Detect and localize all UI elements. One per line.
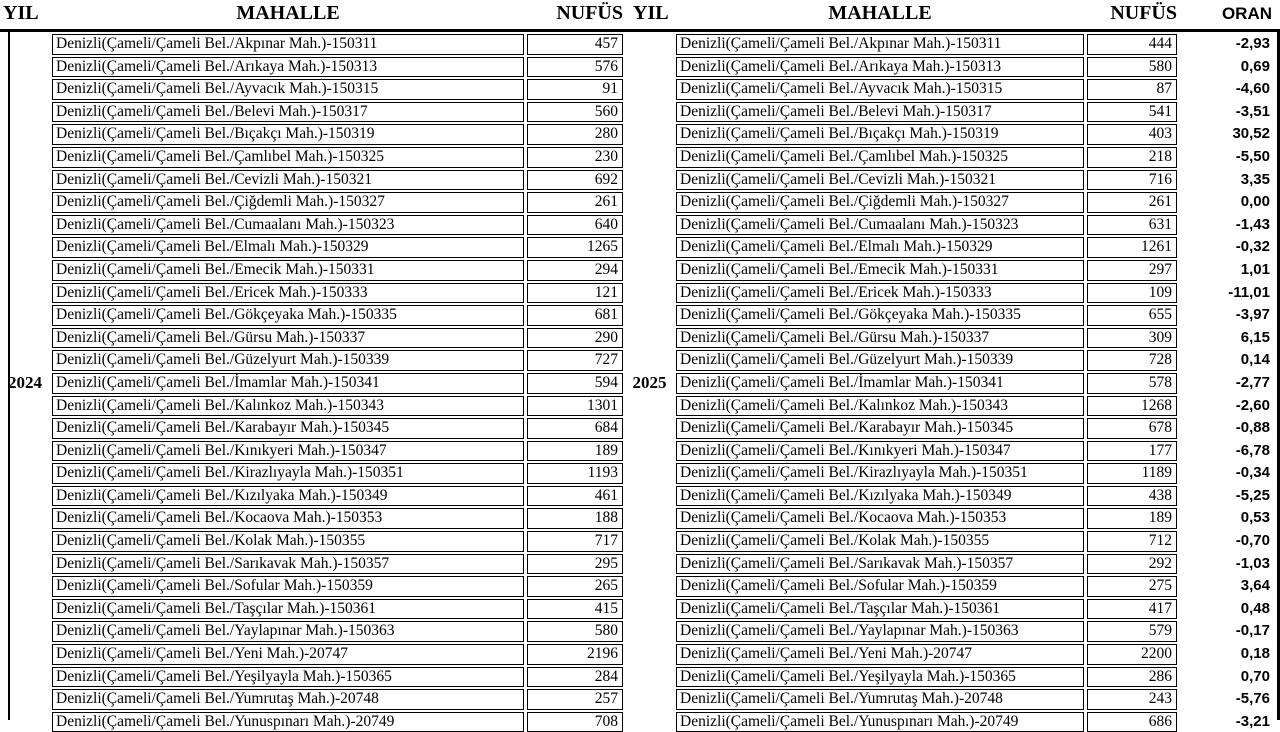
table-row: [0, 508, 1280, 529]
yil-2024-label: [0, 441, 50, 462]
table-row: [0, 57, 1280, 78]
mahalle-cell-2024[interactable]: Denizli(Çameli/Çameli Bel./Kızılyaka Mah.)-150349: [52, 486, 524, 507]
nufus-cell-2025[interactable]: 1268: [1087, 396, 1177, 417]
mahalle-cell-2024[interactable]: Denizli(Çameli/Çameli Bel./Kınıkyeri Mah.)-150347: [52, 441, 524, 462]
nufus-cell-2024[interactable]: 257: [527, 689, 623, 710]
yil-2025-label: [623, 328, 676, 349]
mahalle-cell-2024[interactable]: Denizli(Çameli/Çameli Bel./Güzelyurt Mah.)-150339: [52, 350, 524, 371]
nufus-cell-2025[interactable]: 444: [1087, 34, 1177, 55]
nufus-cell-2024[interactable]: 189: [527, 441, 623, 462]
nufus-cell-2025[interactable]: 712: [1087, 531, 1177, 552]
mahalle-cell-2024[interactable]: Denizli(Çameli/Çameli Bel./Bıçakçı Mah.)-150319: [52, 124, 524, 145]
yil-2025-label: 2025: [632, 372, 667, 392]
yil-2025-label: [623, 508, 676, 529]
nufus-cell-2025[interactable]: 631: [1087, 215, 1177, 236]
mahalle-cell-2024[interactable]: Denizli(Çameli/Çameli Bel./Ayvacık Mah.)-150315: [52, 79, 524, 100]
nufus-cell-2025[interactable]: 580: [1087, 57, 1177, 78]
nufus-cell-2024[interactable]: 708: [527, 712, 623, 732]
header-mahalle-left: MAHALLE: [236, 2, 340, 24]
nufus-cell-2025[interactable]: 728: [1087, 350, 1177, 371]
yil-2024-label: [0, 463, 50, 484]
yil-2025-label: [623, 712, 676, 732]
yil-2025-label: [623, 170, 676, 191]
oran-cell[interactable]: -0,88: [1235, 419, 1270, 437]
table-row: [0, 305, 1280, 326]
mahalle-cell-2024[interactable]: Denizli(Çameli/Çameli Bel./Gürsu Mah.)-150337: [52, 328, 524, 349]
mahalle-cell-2024[interactable]: Denizli(Çameli/Çameli Bel./Kalınkoz Mah.)-150343: [52, 396, 524, 417]
nufus-cell-2025[interactable]: 243: [1087, 689, 1177, 710]
nufus-cell-2025[interactable]: 716: [1087, 170, 1177, 191]
mahalle-cell-2024[interactable]: Denizli(Çameli/Çameli Bel./Kocaova Mah.)-150353: [52, 508, 524, 529]
mahalle-cell-2024[interactable]: Denizli(Çameli/Çameli Bel./Sarıkavak Mah.)-150357: [52, 554, 524, 575]
nufus-cell-2025[interactable]: 686: [1087, 712, 1177, 732]
yil-2024-label: [0, 486, 50, 507]
table-header-row: [0, 0, 1280, 29]
oran-cell[interactable]: -2,77: [1235, 373, 1270, 391]
mahalle-cell-2025[interactable]: Denizli(Çameli/Çameli Bel./Bıçakçı Mah.)-150319: [676, 124, 1084, 145]
nufus-cell-2024[interactable]: 121: [527, 283, 623, 304]
yil-2024-label: [0, 237, 50, 258]
mahalle-cell-2025[interactable]: Denizli(Çameli/Çameli Bel./Taşçılar Mah.)-150361: [676, 599, 1084, 620]
table-body: [0, 32, 1280, 730]
mahalle-cell-2025[interactable]: Denizli(Çameli/Çameli Bel./Arıkaya Mah.)-150313: [676, 57, 1084, 78]
nufus-cell-2025[interactable]: 1189: [1087, 463, 1177, 484]
mahalle-cell-2024[interactable]: Denizli(Çameli/Çameli Bel./Arıkaya Mah.)-150313: [52, 57, 524, 78]
oran-cell[interactable]: 1,01: [1240, 260, 1270, 278]
nufus-cell-2025[interactable]: 579: [1087, 621, 1177, 642]
oran-cell[interactable]: 3,35: [1240, 170, 1270, 188]
yil-2025-label: [623, 576, 676, 597]
mahalle-cell-2024[interactable]: Denizli(Çameli/Çameli Bel./Cevizli Mah.)-150321: [52, 170, 524, 191]
mahalle-cell-2024[interactable]: Denizli(Çameli/Çameli Bel./Cumaalanı Mah.)-150323: [52, 215, 524, 236]
nufus-cell-2025[interactable]: 189: [1087, 508, 1177, 529]
oran-cell[interactable]: -1,03: [1235, 554, 1270, 572]
table-row: [0, 463, 1280, 484]
table-row: [0, 621, 1280, 642]
header-nufus-left: NUFÜS: [556, 2, 623, 24]
nufus-cell-2024[interactable]: 461: [527, 486, 623, 507]
yil-2025-label: [623, 621, 676, 642]
table-row: [0, 124, 1280, 145]
mahalle-cell-2025[interactable]: Denizli(Çameli/Çameli Bel./Akpınar Mah.)-150311: [676, 34, 1084, 55]
oran-cell[interactable]: 0,69: [1240, 57, 1270, 75]
oran-cell[interactable]: 0,70: [1240, 667, 1270, 685]
mahalle-cell-2024[interactable]: Denizli(Çameli/Çameli Bel./Kirazlıyayla Mah.)-150351: [52, 463, 524, 484]
yil-2024-label: [0, 396, 50, 417]
oran-cell[interactable]: -0,70: [1235, 532, 1270, 550]
yil-2024-label: 2024: [8, 372, 42, 392]
mahalle-cell-2024[interactable]: Denizli(Çameli/Çameli Bel./Kolak Mah.)-150355: [52, 531, 524, 552]
mahalle-cell-2025[interactable]: Denizli(Çameli/Çameli Bel./Yeni Mah.)-20747: [676, 644, 1084, 665]
yil-2025-label: [623, 418, 676, 439]
yil-2025-label: [623, 554, 676, 575]
mahalle-cell-2024[interactable]: Denizli(Çameli/Çameli Bel./Ericek Mah.)-150333: [52, 283, 524, 304]
mahalle-cell-2025[interactable]: Denizli(Çameli/Çameli Bel./İmamlar Mah.)-150341: [676, 373, 1084, 394]
nufus-cell-2025[interactable]: 1261: [1087, 237, 1177, 258]
yil-2025-label: [623, 350, 676, 371]
yil-2025-label: [623, 305, 676, 326]
yil-2025-label: [623, 486, 676, 507]
yil-2025-label: [623, 79, 676, 100]
oran-cell[interactable]: -4,60: [1235, 80, 1270, 98]
nufus-cell-2024[interactable]: 415: [527, 599, 623, 620]
mahalle-cell-2025[interactable]: Denizli(Çameli/Çameli Bel./Sofular Mah.)-150359: [676, 576, 1084, 597]
nufus-cell-2025[interactable]: 177: [1087, 441, 1177, 462]
mahalle-cell-2025[interactable]: Denizli(Çameli/Çameli Bel./Kızılyaka Mah.)-150349: [676, 486, 1084, 507]
yil-2024-label: [0, 147, 50, 168]
table-row: [0, 486, 1280, 507]
yil-2024-label: [0, 305, 50, 326]
oran-cell[interactable]: -11,01: [1228, 283, 1270, 301]
yil-2025-label: [623, 57, 676, 78]
nufus-cell-2024[interactable]: 717: [527, 531, 623, 552]
mahalle-cell-2025[interactable]: Denizli(Çameli/Çameli Bel./Yeşilyayla Mah.)-150365: [676, 667, 1084, 688]
yil-2025-label: [623, 102, 676, 123]
table-row: [0, 396, 1280, 417]
yil-2024-label: [0, 621, 50, 642]
table-row: [0, 712, 1280, 732]
yil-2024-label: [0, 102, 50, 123]
nufus-cell-2024[interactable]: 692: [527, 170, 623, 191]
oran-cell[interactable]: 0,18: [1240, 645, 1270, 663]
nufus-cell-2025[interactable]: 218: [1087, 147, 1177, 168]
oran-cell[interactable]: -2,93: [1235, 35, 1270, 52]
oran-cell[interactable]: 0,14: [1240, 351, 1270, 369]
table-row: [0, 34, 1280, 55]
oran-cell[interactable]: -3,97: [1235, 306, 1270, 324]
table-row: [0, 147, 1280, 168]
mahalle-cell-2025[interactable]: Denizli(Çameli/Çameli Bel./Çamlıbel Mah.)-150325: [676, 147, 1084, 168]
yil-2025-label: [623, 531, 676, 552]
nufus-cell-2024[interactable]: 684: [527, 418, 623, 439]
mahalle-cell-2025[interactable]: Denizli(Çameli/Çameli Bel./Kalınkoz Mah.)-150343: [676, 396, 1084, 417]
yil-2024-label: [0, 350, 50, 371]
nufus-cell-2024[interactable]: 457: [527, 34, 623, 55]
nufus-cell-2024[interactable]: 265: [527, 576, 623, 597]
header-yil-left: YIL: [3, 2, 39, 24]
table-row: [0, 79, 1280, 100]
nufus-cell-2024[interactable]: 91: [527, 79, 623, 100]
nufus-cell-2025[interactable]: 309: [1087, 328, 1177, 349]
yil-2025-label: [623, 644, 676, 665]
nufus-cell-2024[interactable]: 280: [527, 124, 623, 145]
yil-2025-label: [623, 237, 676, 258]
nufus-cell-2025[interactable]: 578: [1087, 373, 1177, 394]
yil-2025-label: [623, 147, 676, 168]
nufus-cell-2025[interactable]: 292: [1087, 554, 1177, 575]
yil-2025-label: [623, 124, 676, 145]
mahalle-cell-2025[interactable]: Denizli(Çameli/Çameli Bel./Cevizli Mah.)-150321: [676, 170, 1084, 191]
mahalle-cell-2024[interactable]: Denizli(Çameli/Çameli Bel./Sofular Mah.)-150359: [52, 576, 524, 597]
nufus-cell-2024[interactable]: 594: [527, 373, 623, 394]
nufus-cell-2024[interactable]: 230: [527, 147, 623, 168]
table-row: [0, 237, 1280, 258]
nufus-cell-2025[interactable]: 678: [1087, 418, 1177, 439]
header-yil-right: YIL: [633, 2, 669, 24]
nufus-cell-2025[interactable]: 275: [1087, 576, 1177, 597]
nufus-cell-2025[interactable]: 261: [1087, 192, 1177, 213]
nufus-cell-2025[interactable]: 286: [1087, 667, 1177, 688]
mahalle-cell-2025[interactable]: Denizli(Çameli/Çameli Bel./Ayvacık Mah.)-150315: [676, 79, 1084, 100]
oran-cell[interactable]: -2,60: [1235, 396, 1270, 414]
mahalle-cell-2024[interactable]: Denizli(Çameli/Çameli Bel./Akpınar Mah.)-150311: [52, 34, 524, 55]
mahalle-cell-2025[interactable]: Denizli(Çameli/Çameli Bel./Güzelyurt Mah.)-150339: [676, 350, 1084, 371]
oran-cell[interactable]: 0,53: [1240, 509, 1270, 527]
nufus-cell-2024[interactable]: 290: [527, 328, 623, 349]
yil-2024-label: [0, 283, 50, 304]
nufus-cell-2024[interactable]: 681: [527, 305, 623, 326]
oran-cell[interactable]: 6,15: [1240, 328, 1270, 346]
mahalle-cell-2025[interactable]: Denizli(Çameli/Çameli Bel./Elmalı Mah.)-150329: [676, 237, 1084, 258]
mahalle-cell-2025[interactable]: Denizli(Çameli/Çameli Bel./Çiğdemli Mah.)-150327: [676, 192, 1084, 213]
nufus-cell-2025[interactable]: 403: [1087, 124, 1177, 145]
mahalle-cell-2024[interactable]: Denizli(Çameli/Çameli Bel./Taşçılar Mah.)-150361: [52, 599, 524, 620]
mahalle-cell-2024[interactable]: Denizli(Çameli/Çameli Bel./Gökçeyaka Mah.)-150335: [52, 305, 524, 326]
table-row: [0, 441, 1280, 462]
mahalle-cell-2025[interactable]: Denizli(Çameli/Çameli Bel./Kolak Mah.)-150355: [676, 531, 1084, 552]
mahalle-cell-2024[interactable]: Denizli(Çameli/Çameli Bel./Yeni Mah.)-20747: [52, 644, 524, 665]
nufus-cell-2024[interactable]: 640: [527, 215, 623, 236]
yil-2025-label: [623, 689, 676, 710]
yil-2024-label: [0, 57, 50, 78]
header-oran: ORAN: [1221, 4, 1272, 23]
header-nufus-right: NUFÜS: [1110, 2, 1177, 24]
mahalle-cell-2025[interactable]: Denizli(Çameli/Çameli Bel./Yunuspınarı Mah.)-20749: [676, 712, 1084, 732]
nufus-cell-2024[interactable]: 188: [527, 508, 623, 529]
table-row: [0, 192, 1280, 213]
mahalle-cell-2024[interactable]: Denizli(Çameli/Çameli Bel./Yeşilyayla Mah.)-150365: [52, 667, 524, 688]
mahalle-cell-2024[interactable]: Denizli(Çameli/Çameli Bel./Elmalı Mah.)-150329: [52, 237, 524, 258]
yil-2024-label: [0, 79, 50, 100]
mahalle-cell-2025[interactable]: Denizli(Çameli/Çameli Bel./Kocaova Mah.)-150353: [676, 508, 1084, 529]
nufus-cell-2025[interactable]: 417: [1087, 599, 1177, 620]
oran-cell[interactable]: 0,00: [1240, 193, 1270, 211]
yil-2025-label: [623, 34, 676, 55]
oran-cell[interactable]: 3,64: [1240, 577, 1270, 595]
mahalle-cell-2025[interactable]: Denizli(Çameli/Çameli Bel./Kirazlıyayla Mah.)-150351: [676, 463, 1084, 484]
oran-cell[interactable]: 30,52: [1232, 125, 1270, 143]
table-row: [0, 667, 1280, 688]
nufus-cell-2024[interactable]: 727: [527, 350, 623, 371]
table-row: [0, 260, 1280, 281]
table-row: [0, 554, 1280, 575]
table-row: [0, 328, 1280, 349]
mahalle-cell-2024[interactable]: Denizli(Çameli/Çameli Bel./İmamlar Mah.)-150341: [52, 373, 524, 394]
yil-2024-label: [0, 667, 50, 688]
table-row: [0, 644, 1280, 665]
yil-2024-label: [0, 576, 50, 597]
yil-2024-label: [0, 170, 50, 191]
mahalle-cell-2024[interactable]: Denizli(Çameli/Çameli Bel./Karabayır Mah.)-150345: [52, 418, 524, 439]
mahalle-cell-2025[interactable]: Denizli(Çameli/Çameli Bel./Cumaalanı Mah.)-150323: [676, 215, 1084, 236]
nufus-cell-2024[interactable]: 2196: [527, 644, 623, 665]
mahalle-cell-2025[interactable]: Denizli(Çameli/Çameli Bel./Sarıkavak Mah.)-150357: [676, 554, 1084, 575]
yil-2025-label: [623, 192, 676, 213]
yil-2024-label: [0, 124, 50, 145]
yil-2025-label: [623, 283, 676, 304]
nufus-cell-2025[interactable]: 2200: [1087, 644, 1177, 665]
oran-cell[interactable]: -0,32: [1235, 238, 1270, 256]
oran-cell[interactable]: -0,34: [1235, 464, 1270, 482]
yil-2025-label: [623, 463, 676, 484]
nufus-cell-2025[interactable]: 438: [1087, 486, 1177, 507]
table-row: [0, 170, 1280, 191]
mahalle-cell-2024[interactable]: Denizli(Çameli/Çameli Bel./Belevi Mah.)-150317: [52, 102, 524, 123]
oran-cell[interactable]: -5,76: [1235, 690, 1270, 708]
nufus-cell-2024[interactable]: 284: [527, 667, 623, 688]
mahalle-cell-2024[interactable]: Denizli(Çameli/Çameli Bel./Çamlıbel Mah.)-150325: [52, 147, 524, 168]
mahalle-cell-2025[interactable]: Denizli(Çameli/Çameli Bel./Kınıkyeri Mah.)-150347: [676, 441, 1084, 462]
oran-cell[interactable]: -1,43: [1235, 215, 1270, 233]
yil-2024-label: [0, 418, 50, 439]
yil-2025-label: [623, 441, 676, 462]
mahalle-cell-2025[interactable]: Denizli(Çameli/Çameli Bel./Ericek Mah.)-150333: [676, 283, 1084, 304]
nufus-cell-2025[interactable]: 655: [1087, 305, 1177, 326]
yil-2025-label: [623, 396, 676, 417]
nufus-cell-2024[interactable]: 580: [527, 621, 623, 642]
mahalle-cell-2025[interactable]: Denizli(Çameli/Çameli Bel./Yaylapınar Mah.)-150363: [676, 621, 1084, 642]
header-mahalle-right: MAHALLE: [828, 2, 932, 24]
yil-2025-label: [623, 599, 676, 620]
mahalle-cell-2024[interactable]: Denizli(Çameli/Çameli Bel./Yunuspınarı Mah.)-20749: [52, 712, 524, 732]
table-row: [0, 215, 1280, 236]
mahalle-cell-2024[interactable]: Denizli(Çameli/Çameli Bel./Çiğdemli Mah.)-150327: [52, 192, 524, 213]
nufus-cell-2024[interactable]: 1193: [527, 463, 623, 484]
nufus-cell-2024[interactable]: 1265: [527, 237, 623, 258]
table-row: [0, 283, 1280, 304]
mahalle-cell-2025[interactable]: Denizli(Çameli/Çameli Bel./Emecik Mah.)-150331: [676, 260, 1084, 281]
table-row: [0, 689, 1280, 710]
oran-cell[interactable]: -6,78: [1235, 441, 1270, 459]
mahalle-cell-2025[interactable]: Denizli(Çameli/Çameli Bel./Gürsu Mah.)-150337: [676, 328, 1084, 349]
oran-cell[interactable]: -5,25: [1235, 486, 1270, 504]
oran-cell[interactable]: -0,17: [1235, 622, 1270, 640]
yil-2024-label: [0, 644, 50, 665]
nufus-cell-2024[interactable]: 261: [527, 192, 623, 213]
yil-2024-label: [0, 689, 50, 710]
yil-2025-label: [623, 215, 676, 236]
yil-2024-label: [0, 712, 50, 732]
mahalle-cell-2024[interactable]: Denizli(Çameli/Çameli Bel./Emecik Mah.)-150331: [52, 260, 524, 281]
oran-cell[interactable]: -3,21: [1235, 712, 1270, 730]
table-row: [0, 418, 1280, 439]
mahalle-cell-2025[interactable]: Denizli(Çameli/Çameli Bel./Yumrutaş Mah.)-20748: [676, 689, 1084, 710]
nufus-cell-2024[interactable]: 576: [527, 57, 623, 78]
yil-2024-label: [0, 531, 50, 552]
nufus-cell-2024[interactable]: 1301: [527, 396, 623, 417]
table-row: [0, 373, 1280, 394]
oran-cell[interactable]: -3,51: [1235, 102, 1270, 120]
nufus-cell-2025[interactable]: 87: [1087, 79, 1177, 100]
yil-2024-label: [0, 599, 50, 620]
oran-cell[interactable]: -5,50: [1235, 147, 1270, 165]
table-row: [0, 576, 1280, 597]
yil-2024-label: [0, 34, 50, 55]
mahalle-cell-2024[interactable]: Denizli(Çameli/Çameli Bel./Yumrutaş Mah.)-20748: [52, 689, 524, 710]
nufus-cell-2024[interactable]: 294: [527, 260, 623, 281]
table-row: [0, 102, 1280, 123]
table-row: [0, 599, 1280, 620]
nufus-cell-2025[interactable]: 109: [1087, 283, 1177, 304]
yil-2025-label: [623, 260, 676, 281]
yil-2024-label: [0, 554, 50, 575]
nufus-cell-2024[interactable]: 295: [527, 554, 623, 575]
yil-2024-label: [0, 260, 50, 281]
table-row: [0, 350, 1280, 371]
mahalle-cell-2024[interactable]: Denizli(Çameli/Çameli Bel./Yaylapınar Mah.)-150363: [52, 621, 524, 642]
mahalle-cell-2025[interactable]: Denizli(Çameli/Çameli Bel./Karabayır Mah.)-150345: [676, 418, 1084, 439]
table-row: [0, 531, 1280, 552]
yil-2025-label: [623, 667, 676, 688]
yil-2024-label: [0, 508, 50, 529]
yil-2024-label: [0, 328, 50, 349]
nufus-cell-2024[interactable]: 560: [527, 102, 623, 123]
mahalle-cell-2025[interactable]: Denizli(Çameli/Çameli Bel./Gökçeyaka Mah.)-150335: [676, 305, 1084, 326]
nufus-cell-2025[interactable]: 541: [1087, 102, 1177, 123]
yil-2024-label: [0, 215, 50, 236]
nufus-cell-2025[interactable]: 297: [1087, 260, 1177, 281]
mahalle-cell-2025[interactable]: Denizli(Çameli/Çameli Bel./Belevi Mah.)-150317: [676, 102, 1084, 123]
oran-cell[interactable]: 0,48: [1240, 599, 1270, 617]
yil-2024-label: [0, 192, 50, 213]
